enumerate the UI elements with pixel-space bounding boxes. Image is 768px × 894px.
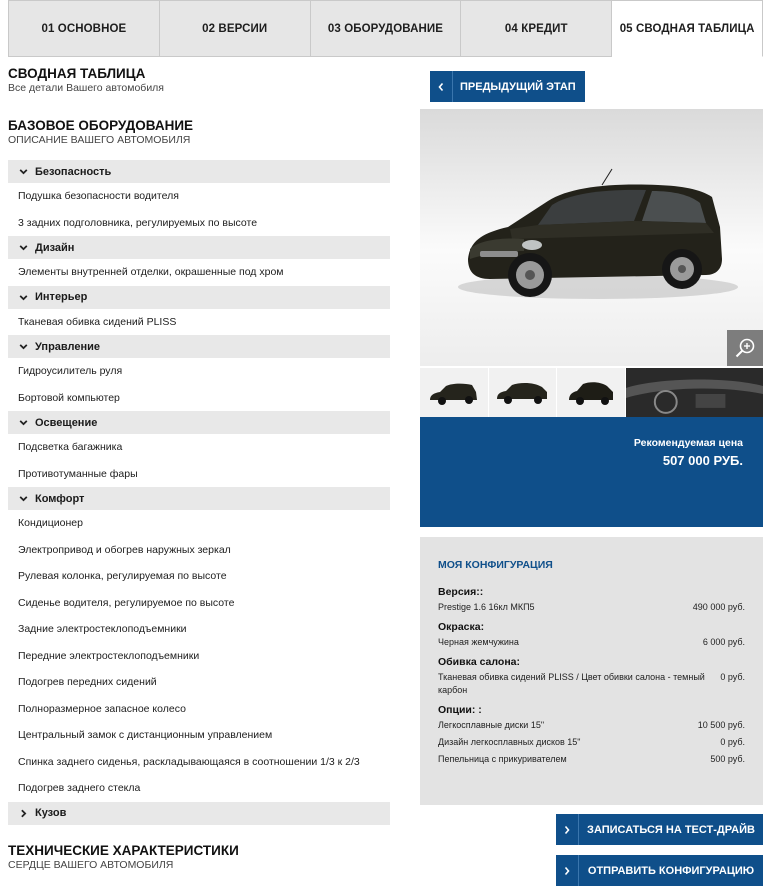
category-label: Безопасность [35,165,112,178]
previous-step-label: ПРЕДЫДУЩИЙ ЭТАП [453,71,585,102]
base-equipment-title: БАЗОВОЕ ОБОРУДОВАНИЕ [8,118,194,133]
list-item: Электропривод и обогрев наружных зеркал [18,543,231,556]
send-configuration-button[interactable] [556,855,763,886]
chevron-down-icon [18,493,29,504]
version-row [438,601,745,614]
thumbnail-strip [420,368,763,417]
send-configuration-label: ОТПРАВИТЬ КОНФИГУРАЦИЮ [579,855,763,886]
chevron-right-icon [18,808,29,819]
tech-specs-title: ТЕХНИЧЕСКИЕ ХАРАКТЕРИСТИКИ [8,842,239,858]
option-row [438,753,745,766]
tech-specs-subtitle: СЕРДЦЕ ВАШЕГО АВТОМОБИЛЯ [8,858,174,871]
option-name: Дизайн легкосплавных дисков 15" [438,737,581,747]
thumbnail-rear[interactable] [557,368,625,417]
list-item: 3 задних подголовника, регулируемых по высоте [18,216,258,229]
chevron-down-icon [18,242,29,253]
category-label: Кузов [35,807,67,819]
category-safety[interactable] [8,160,390,183]
category-control[interactable] [8,335,390,358]
chevron-down-icon [18,417,29,428]
left-column [8,66,390,871]
list-item: Гидроусилитель руля [18,365,123,378]
version-label: Версия:: [438,586,484,598]
chevron-down-icon [18,166,29,177]
list-item: Передние электростеклоподъемники [18,649,200,662]
list-item: Элементы внутренней отделки, окрашенные под хром [18,266,284,279]
step-tabs [8,0,763,57]
base-equipment-header [8,118,390,160]
version-name: Prestige 1.6 16кл МКП5 [438,602,535,612]
category-label: Дизайн [35,241,75,254]
option-row [438,736,745,749]
thumbnail-side[interactable] [489,368,557,417]
option-name: Легкосплавные диски 15" [438,720,545,730]
category-body[interactable] [8,802,390,825]
chevron-left-icon [430,71,453,102]
tab-basic[interactable]: 01 ОСНОВНОЕ [8,0,160,57]
recommended-price-label: Рекомендуемая цена [633,437,743,449]
thumbnail-interior[interactable] [626,368,763,417]
version-price: 490 000 руб. [692,602,745,612]
category-design[interactable] [8,236,390,259]
category-label: Комфорт [35,492,85,505]
tech-specs-header[interactable] [8,843,390,871]
tab-equipment[interactable]: 03 ОБОРУДОВАНИЕ [311,0,462,57]
chevron-right-icon [556,814,579,845]
zoom-button[interactable] [727,330,763,366]
list-item: Спинка заднего сиденья, раскладывающаяся в соотношении 1/3 к 2/3 [18,755,360,768]
option-price: 500 руб. [710,754,745,764]
upholstery-name: Тканевая обивка сидений PLISS / Цвет обивки салона - темный карбон [438,672,705,695]
tab-credit[interactable]: 04 КРЕДИТ [461,0,612,57]
test-drive-button[interactable] [556,814,763,845]
color-name: Черная жемчужина [438,637,519,647]
list-item: Тканевая обивка сидений PLISS [18,315,177,328]
option-price: 0 руб. [720,737,745,747]
list-item: Сиденье водителя, регулируемое по высоте [18,596,235,609]
category-comfort[interactable] [8,487,390,510]
category-label: Интерьер [35,291,88,303]
my-configuration [420,537,763,805]
chevron-down-icon [18,341,29,352]
configuration-title: МОЯ КОНФИГУРАЦИЯ [438,559,553,571]
tab-versions[interactable]: 02 ВЕРСИИ [160,0,311,57]
car-photo [420,109,763,366]
upholstery-price: 0 руб. [720,672,745,682]
category-lighting[interactable] [8,411,390,434]
list-item: Противотуманные фары [18,467,138,480]
upholstery-label: Обивка салона: [438,656,521,668]
list-item: Кондиционер [18,517,83,530]
zoom-in-icon [734,337,756,359]
list-item: Задние электростеклоподъемники [18,623,187,636]
option-row [438,719,745,732]
car-image [420,109,763,366]
category-label: Освещение [35,416,98,429]
equipment-list [8,160,390,825]
base-equipment-subtitle: ОПИСАНИЕ ВАШЕГО АВТОМОБИЛЯ [8,134,191,146]
list-item: Полноразмерное запасное колесо [18,702,186,715]
list-item: Подсветка багажника [18,441,123,454]
option-price: 10 500 руб. [697,720,745,730]
category-interior[interactable] [8,286,390,309]
test-drive-label: ЗАПИСАТЬСЯ НА ТЕСТ-ДРАЙВ [579,814,763,845]
list-item: Бортовой компьютер [18,391,120,404]
category-label: Управление [35,340,101,353]
recommended-price-value: 507 000 РУБ. [662,453,743,468]
tab-summary[interactable]: 05 СВОДНАЯ ТАБЛИЦА [612,0,763,57]
color-price: 6 000 руб. [702,637,745,647]
page-title: СВОДНАЯ ТАБЛИЦА [8,66,146,81]
list-item: Центральный замок с дистанционным управлением [18,729,273,742]
upholstery-row [438,671,745,697]
options-label: Опции: : [438,704,482,716]
list-item: Подогрев заднего стекла [18,782,141,795]
chevron-right-icon [556,855,579,886]
price-panel [420,417,763,527]
list-item: Подушка безопасности водителя [18,190,179,203]
previous-step-button[interactable] [430,71,585,102]
page-subtitle: Все детали Вашего автомобиля [8,82,164,94]
list-item: Рулевая колонка, регулируемая по высоте [18,570,227,583]
option-name: Пепельница с прикуривателем [438,754,567,764]
summary-header [8,66,390,112]
color-row [438,636,745,649]
thumbnail-front[interactable] [420,368,488,417]
chevron-down-icon [18,292,29,303]
list-item: Подогрев передних сидений [18,676,157,689]
color-label: Окраска: [438,621,485,633]
